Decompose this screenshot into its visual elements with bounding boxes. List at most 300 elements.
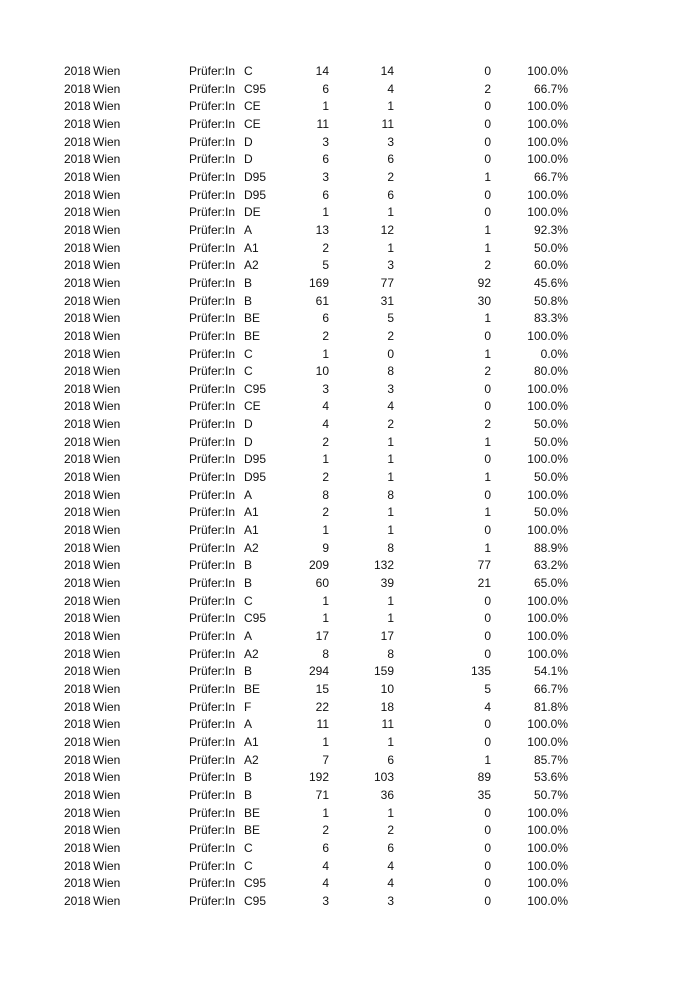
examiner-cell: Prüfer:In (189, 81, 236, 96)
license-class-cell: A1 (244, 523, 259, 538)
license-class-cell: CE (244, 116, 261, 131)
city-cell: Wien (93, 293, 121, 308)
pass-rate-cell: 100.0% (527, 64, 568, 78)
exam-count-cell: 169 (308, 275, 329, 290)
examiner-cell: Prüfer:In (189, 664, 236, 679)
examiner-cell: Prüfer:In (189, 858, 236, 873)
city-cell: Wien (93, 346, 121, 361)
year-cell: 2018 (64, 558, 91, 573)
examiner-cell: Prüfer:In (189, 364, 236, 379)
city-cell: Wien (93, 523, 121, 538)
exam-count-cell: 294 (308, 664, 329, 679)
license-class-cell: A1 (244, 240, 259, 255)
examiner-cell: Prüfer:In (189, 99, 236, 114)
city-cell: Wien (93, 205, 121, 220)
failed-count-cell: 0 (484, 646, 491, 661)
table-row (0, 593, 700, 611)
table-row (0, 646, 700, 664)
pass-rate-cell: 100.0% (527, 152, 568, 167)
exam-count-cell: 1 (322, 523, 329, 538)
failed-count-cell: 0 (484, 858, 491, 873)
city-cell: Wien (93, 169, 121, 184)
failed-count-cell: 0 (484, 205, 491, 220)
pass-rate-cell: 83.3% (533, 311, 568, 326)
year-cell: 2018 (64, 399, 91, 414)
examiner-cell: Prüfer:In (189, 487, 236, 502)
pass-rate-cell: 50.0% (533, 470, 568, 485)
license-class-cell: C95 (244, 876, 267, 891)
passed-count-cell: 1 (387, 734, 394, 749)
city-cell: Wien (93, 787, 121, 802)
examiner-cell: Prüfer:In (189, 116, 236, 131)
city-cell: Wien (93, 187, 121, 202)
passed-count-cell: 4 (387, 858, 394, 873)
passed-count-cell: 36 (380, 787, 394, 802)
examiner-cell: Prüfer:In (189, 734, 236, 749)
examiner-cell: Prüfer:In (189, 205, 236, 220)
pass-rate-cell: 54.1% (533, 664, 568, 679)
pass-rate-cell: 100.0% (527, 646, 568, 661)
failed-count-cell: 0 (484, 116, 491, 131)
year-cell: 2018 (64, 311, 91, 326)
failed-count-cell: 0 (484, 328, 491, 343)
examiner-cell: Prüfer:In (189, 328, 236, 343)
examiner-cell: Prüfer:In (189, 240, 236, 255)
year-cell: 2018 (64, 222, 91, 237)
exam-count-cell: 6 (322, 81, 329, 96)
city-cell: Wien (93, 64, 121, 78)
year-cell: 2018 (64, 823, 91, 838)
city-cell: Wien (93, 505, 121, 520)
failed-count-cell: 1 (484, 311, 491, 326)
pass-rate-cell: 50.0% (533, 434, 568, 449)
year-cell: 2018 (64, 293, 91, 308)
exam-count-cell: 22 (315, 699, 329, 714)
license-class-cell: A1 (244, 734, 259, 749)
examiner-cell: Prüfer:In (189, 187, 236, 202)
pass-rate-cell: 100.0% (527, 187, 568, 202)
passed-count-cell: 1 (387, 470, 394, 485)
examiner-cell: Prüfer:In (189, 134, 236, 149)
year-cell: 2018 (64, 470, 91, 485)
passed-count-cell: 11 (381, 717, 394, 732)
failed-count-cell: 135 (470, 664, 491, 679)
passed-count-cell: 3 (387, 893, 394, 908)
passed-count-cell: 8 (387, 487, 394, 502)
failed-count-cell: 1 (484, 222, 491, 237)
license-class-cell: DE (244, 205, 261, 220)
pass-rate-cell: 100.0% (527, 876, 568, 891)
pass-rate-cell: 60.0% (533, 258, 568, 273)
examiner-cell: Prüfer:In (189, 840, 236, 855)
failed-count-cell: 0 (484, 452, 491, 467)
failed-count-cell: 0 (484, 823, 491, 838)
exam-count-cell: 2 (322, 823, 329, 838)
table-row (0, 63, 700, 81)
passed-count-cell: 2 (387, 417, 394, 432)
failed-count-cell: 0 (484, 629, 491, 643)
exam-count-cell: 71 (315, 787, 329, 802)
city-cell: Wien (93, 152, 121, 167)
license-class-cell: B (244, 576, 253, 591)
failed-count-cell: 0 (484, 381, 491, 396)
license-class-cell: BE (244, 311, 261, 326)
table-row (0, 98, 700, 116)
year-cell: 2018 (64, 381, 91, 396)
passed-count-cell: 14 (380, 64, 394, 78)
exam-count-cell: 1 (322, 805, 329, 820)
examiner-cell: Prüfer:In (189, 64, 236, 78)
exam-count-cell: 17 (315, 629, 329, 643)
license-class-cell: A2 (244, 752, 259, 767)
year-cell: 2018 (64, 876, 91, 891)
exam-count-cell: 6 (322, 187, 329, 202)
passed-count-cell: 18 (380, 699, 394, 714)
year-cell: 2018 (64, 417, 91, 432)
year-cell: 2018 (64, 858, 91, 873)
passed-count-cell: 1 (387, 593, 394, 608)
license-class-cell: B (244, 275, 253, 290)
city-cell: Wien (93, 116, 121, 131)
table-row (0, 663, 700, 681)
passed-count-cell: 10 (380, 681, 394, 696)
license-class-cell: A (244, 222, 253, 237)
passed-count-cell: 6 (387, 752, 394, 767)
failed-count-cell: 0 (484, 523, 491, 538)
license-class-cell: C95 (244, 381, 267, 396)
year-cell: 2018 (64, 752, 91, 767)
license-class-cell: C95 (244, 893, 267, 908)
exam-count-cell: 6 (322, 840, 329, 855)
year-cell: 2018 (64, 328, 91, 343)
pass-rate-cell: 100.0% (527, 452, 568, 467)
examiner-cell: Prüfer:In (189, 611, 236, 626)
pass-rate-cell: 85.7% (533, 752, 568, 767)
exam-count-cell: 61 (315, 293, 329, 308)
pass-rate-cell: 100.0% (527, 523, 568, 538)
examiner-cell: Prüfer:In (189, 646, 236, 661)
examiner-cell: Prüfer:In (189, 770, 236, 785)
pass-rate-cell: 100.0% (527, 840, 568, 855)
year-cell: 2018 (64, 593, 91, 608)
year-cell: 2018 (64, 717, 91, 732)
failed-count-cell: 89 (477, 770, 491, 785)
failed-count-cell: 0 (484, 805, 491, 820)
table-row (0, 716, 700, 734)
license-class-cell: C95 (244, 81, 267, 96)
city-cell: Wien (93, 381, 121, 396)
failed-count-cell: 1 (484, 540, 491, 555)
year-cell: 2018 (64, 275, 91, 290)
exam-count-cell: 3 (322, 169, 329, 184)
city-cell: Wien (93, 452, 121, 467)
table-row (0, 222, 700, 240)
year-cell: 2018 (64, 487, 91, 502)
year-cell: 2018 (64, 116, 91, 131)
failed-count-cell: 21 (477, 576, 491, 591)
failed-count-cell: 4 (484, 699, 491, 714)
pass-rate-cell: 100.0% (527, 116, 568, 131)
examiner-cell: Prüfer:In (189, 787, 236, 802)
license-class-cell: C (244, 364, 253, 379)
table-row (0, 204, 700, 222)
table-row (0, 398, 700, 416)
city-cell: Wien (93, 664, 121, 679)
license-class-cell: C (244, 593, 253, 608)
examiner-cell: Prüfer:In (189, 805, 236, 820)
exam-count-cell: 1 (322, 205, 329, 220)
table-row (0, 275, 700, 293)
passed-count-cell: 0 (387, 346, 394, 361)
examiner-cell: Prüfer:In (189, 681, 236, 696)
year-cell: 2018 (64, 152, 91, 167)
city-cell: Wien (93, 734, 121, 749)
exam-count-cell: 1 (322, 452, 329, 467)
city-cell: Wien (93, 99, 121, 114)
license-class-cell: B (244, 558, 253, 573)
license-class-cell: C95 (244, 611, 267, 626)
examiner-cell: Prüfer:In (189, 399, 236, 414)
year-cell: 2018 (64, 258, 91, 273)
failed-count-cell: 1 (484, 505, 491, 520)
exam-count-cell: 1 (322, 346, 329, 361)
license-class-cell: D95 (244, 470, 267, 485)
exam-count-cell: 11 (316, 717, 329, 732)
table-row (0, 858, 700, 876)
failed-count-cell: 0 (484, 893, 491, 908)
year-cell: 2018 (64, 893, 91, 908)
license-class-cell: B (244, 770, 253, 785)
failed-count-cell: 2 (484, 81, 491, 96)
exam-count-cell: 6 (322, 311, 329, 326)
city-cell: Wien (93, 611, 121, 626)
failed-count-cell: 1 (484, 752, 491, 767)
table-row (0, 81, 700, 99)
table-row (0, 116, 700, 134)
examiner-cell: Prüfer:In (189, 558, 236, 573)
license-class-cell: D (244, 134, 253, 149)
year-cell: 2018 (64, 99, 91, 114)
failed-count-cell: 5 (484, 681, 491, 696)
year-cell: 2018 (64, 787, 91, 802)
passed-count-cell: 1 (387, 434, 394, 449)
table-row (0, 610, 700, 628)
table-row (0, 769, 700, 787)
passed-count-cell: 3 (387, 258, 394, 273)
table-row (0, 699, 700, 717)
table-row (0, 540, 700, 558)
year-cell: 2018 (64, 734, 91, 749)
license-class-cell: BE (244, 805, 261, 820)
table-row (0, 434, 700, 452)
city-cell: Wien (93, 558, 121, 573)
table-row (0, 752, 700, 770)
license-class-cell: A2 (244, 540, 259, 555)
city-cell: Wien (93, 840, 121, 855)
exam-count-cell: 5 (322, 258, 329, 273)
failed-count-cell: 0 (484, 487, 491, 502)
license-class-cell: D95 (244, 452, 267, 467)
city-cell: Wien (93, 876, 121, 891)
table-row (0, 240, 700, 258)
table-row (0, 893, 700, 911)
year-cell: 2018 (64, 240, 91, 255)
pass-rate-cell: 100.0% (527, 805, 568, 820)
year-cell: 2018 (64, 346, 91, 361)
examiner-cell: Prüfer:In (189, 505, 236, 520)
exam-count-cell: 60 (315, 576, 329, 591)
examiner-cell: Prüfer:In (189, 823, 236, 838)
license-class-cell: A (244, 717, 253, 732)
failed-count-cell: 1 (484, 434, 491, 449)
examiner-cell: Prüfer:In (189, 222, 236, 237)
examiner-cell: Prüfer:In (189, 699, 236, 714)
table-row (0, 293, 700, 311)
table-row (0, 169, 700, 187)
examiner-cell: Prüfer:In (189, 452, 236, 467)
license-class-cell: D95 (244, 169, 267, 184)
passed-count-cell: 2 (387, 328, 394, 343)
exam-count-cell: 209 (308, 558, 329, 573)
exam-count-cell: 2 (322, 434, 329, 449)
pass-rate-cell: 53.6% (533, 770, 568, 785)
passed-count-cell: 8 (387, 540, 394, 555)
city-cell: Wien (93, 646, 121, 661)
table-row (0, 416, 700, 434)
passed-count-cell: 4 (387, 876, 394, 891)
year-cell: 2018 (64, 664, 91, 679)
year-cell: 2018 (64, 770, 91, 785)
city-cell: Wien (93, 593, 121, 608)
pass-rate-cell: 100.0% (527, 381, 568, 396)
exam-count-cell: 4 (322, 876, 329, 891)
license-class-cell: D95 (244, 187, 267, 202)
city-cell: Wien (93, 576, 121, 591)
pass-rate-cell: 100.0% (527, 328, 568, 343)
passed-count-cell: 6 (387, 840, 394, 855)
examiner-cell: Prüfer:In (189, 417, 236, 432)
examiner-cell: Prüfer:In (189, 470, 236, 485)
examiner-cell: Prüfer:In (189, 258, 236, 273)
year-cell: 2018 (64, 187, 91, 202)
city-cell: Wien (93, 434, 121, 449)
pass-rate-cell: 100.0% (527, 823, 568, 838)
pass-rate-cell: 100.0% (527, 487, 568, 502)
exam-count-cell: 4 (322, 858, 329, 873)
table-row (0, 681, 700, 699)
table-row (0, 381, 700, 399)
examiner-cell: Prüfer:In (189, 293, 236, 308)
examiner-cell: Prüfer:In (189, 893, 236, 908)
table-row (0, 628, 700, 646)
pass-rate-cell: 100.0% (527, 399, 568, 414)
city-cell: Wien (93, 222, 121, 237)
table-row (0, 734, 700, 752)
passed-count-cell: 1 (387, 205, 394, 220)
license-class-cell: CE (244, 399, 261, 414)
failed-count-cell: 0 (484, 99, 491, 114)
examiner-cell: Prüfer:In (189, 752, 236, 767)
table-row (0, 805, 700, 823)
passed-count-cell: 77 (380, 275, 394, 290)
passed-count-cell: 4 (387, 399, 394, 414)
passed-count-cell: 12 (380, 222, 394, 237)
failed-count-cell: 0 (484, 134, 491, 149)
year-cell: 2018 (64, 699, 91, 714)
table-row (0, 187, 700, 205)
passed-count-cell: 17 (380, 629, 394, 643)
year-cell: 2018 (64, 364, 91, 379)
city-cell: Wien (93, 399, 121, 414)
pass-rate-cell: 50.0% (533, 240, 568, 255)
city-cell: Wien (93, 681, 121, 696)
table-row (0, 557, 700, 575)
examiner-cell: Prüfer:In (189, 275, 236, 290)
passed-count-cell: 1 (387, 240, 394, 255)
license-class-cell: B (244, 293, 253, 308)
pass-rate-cell: 65.0% (533, 576, 568, 591)
exam-count-cell: 13 (315, 222, 329, 237)
exam-count-cell: 4 (322, 417, 329, 432)
examiner-cell: Prüfer:In (189, 576, 236, 591)
passed-count-cell: 8 (387, 646, 394, 661)
failed-count-cell: 0 (484, 64, 491, 78)
exam-count-cell: 2 (322, 470, 329, 485)
exam-count-cell: 8 (322, 646, 329, 661)
table-row (0, 575, 700, 593)
passed-count-cell: 103 (373, 770, 394, 785)
year-cell: 2018 (64, 64, 91, 78)
pass-rate-cell: 100.0% (527, 717, 568, 732)
examiner-cell: Prüfer:In (189, 523, 236, 538)
year-cell: 2018 (64, 523, 91, 538)
failed-count-cell: 1 (484, 470, 491, 485)
city-cell: Wien (93, 364, 121, 379)
passed-count-cell: 1 (387, 99, 394, 114)
table-row (0, 451, 700, 469)
city-cell: Wien (93, 629, 121, 643)
pass-rate-cell: 50.8% (533, 293, 568, 308)
passed-count-cell: 159 (373, 664, 394, 679)
year-cell: 2018 (64, 681, 91, 696)
exam-count-cell: 192 (308, 770, 329, 785)
exam-count-cell: 7 (322, 752, 329, 767)
license-class-cell: BE (244, 823, 261, 838)
pass-rate-cell: 100.0% (527, 734, 568, 749)
license-class-cell: D (244, 152, 253, 167)
license-class-cell: F (244, 699, 252, 714)
year-cell: 2018 (64, 576, 91, 591)
failed-count-cell: 2 (484, 258, 491, 273)
examiner-cell: Prüfer:In (189, 540, 236, 555)
year-cell: 2018 (64, 646, 91, 661)
failed-count-cell: 1 (484, 169, 491, 184)
pass-rate-cell: 50.0% (533, 505, 568, 520)
table-row (0, 840, 700, 858)
license-class-cell: D (244, 434, 253, 449)
city-cell: Wien (93, 328, 121, 343)
year-cell: 2018 (64, 611, 91, 626)
year-cell: 2018 (64, 505, 91, 520)
exam-count-cell: 8 (322, 487, 329, 502)
failed-count-cell: 1 (484, 240, 491, 255)
examiner-cell: Prüfer:In (189, 169, 236, 184)
examiner-cell: Prüfer:In (189, 311, 236, 326)
table-row (0, 504, 700, 522)
table-row (0, 151, 700, 169)
pass-rate-cell: 100.0% (527, 593, 568, 608)
exam-count-cell: 1 (322, 593, 329, 608)
